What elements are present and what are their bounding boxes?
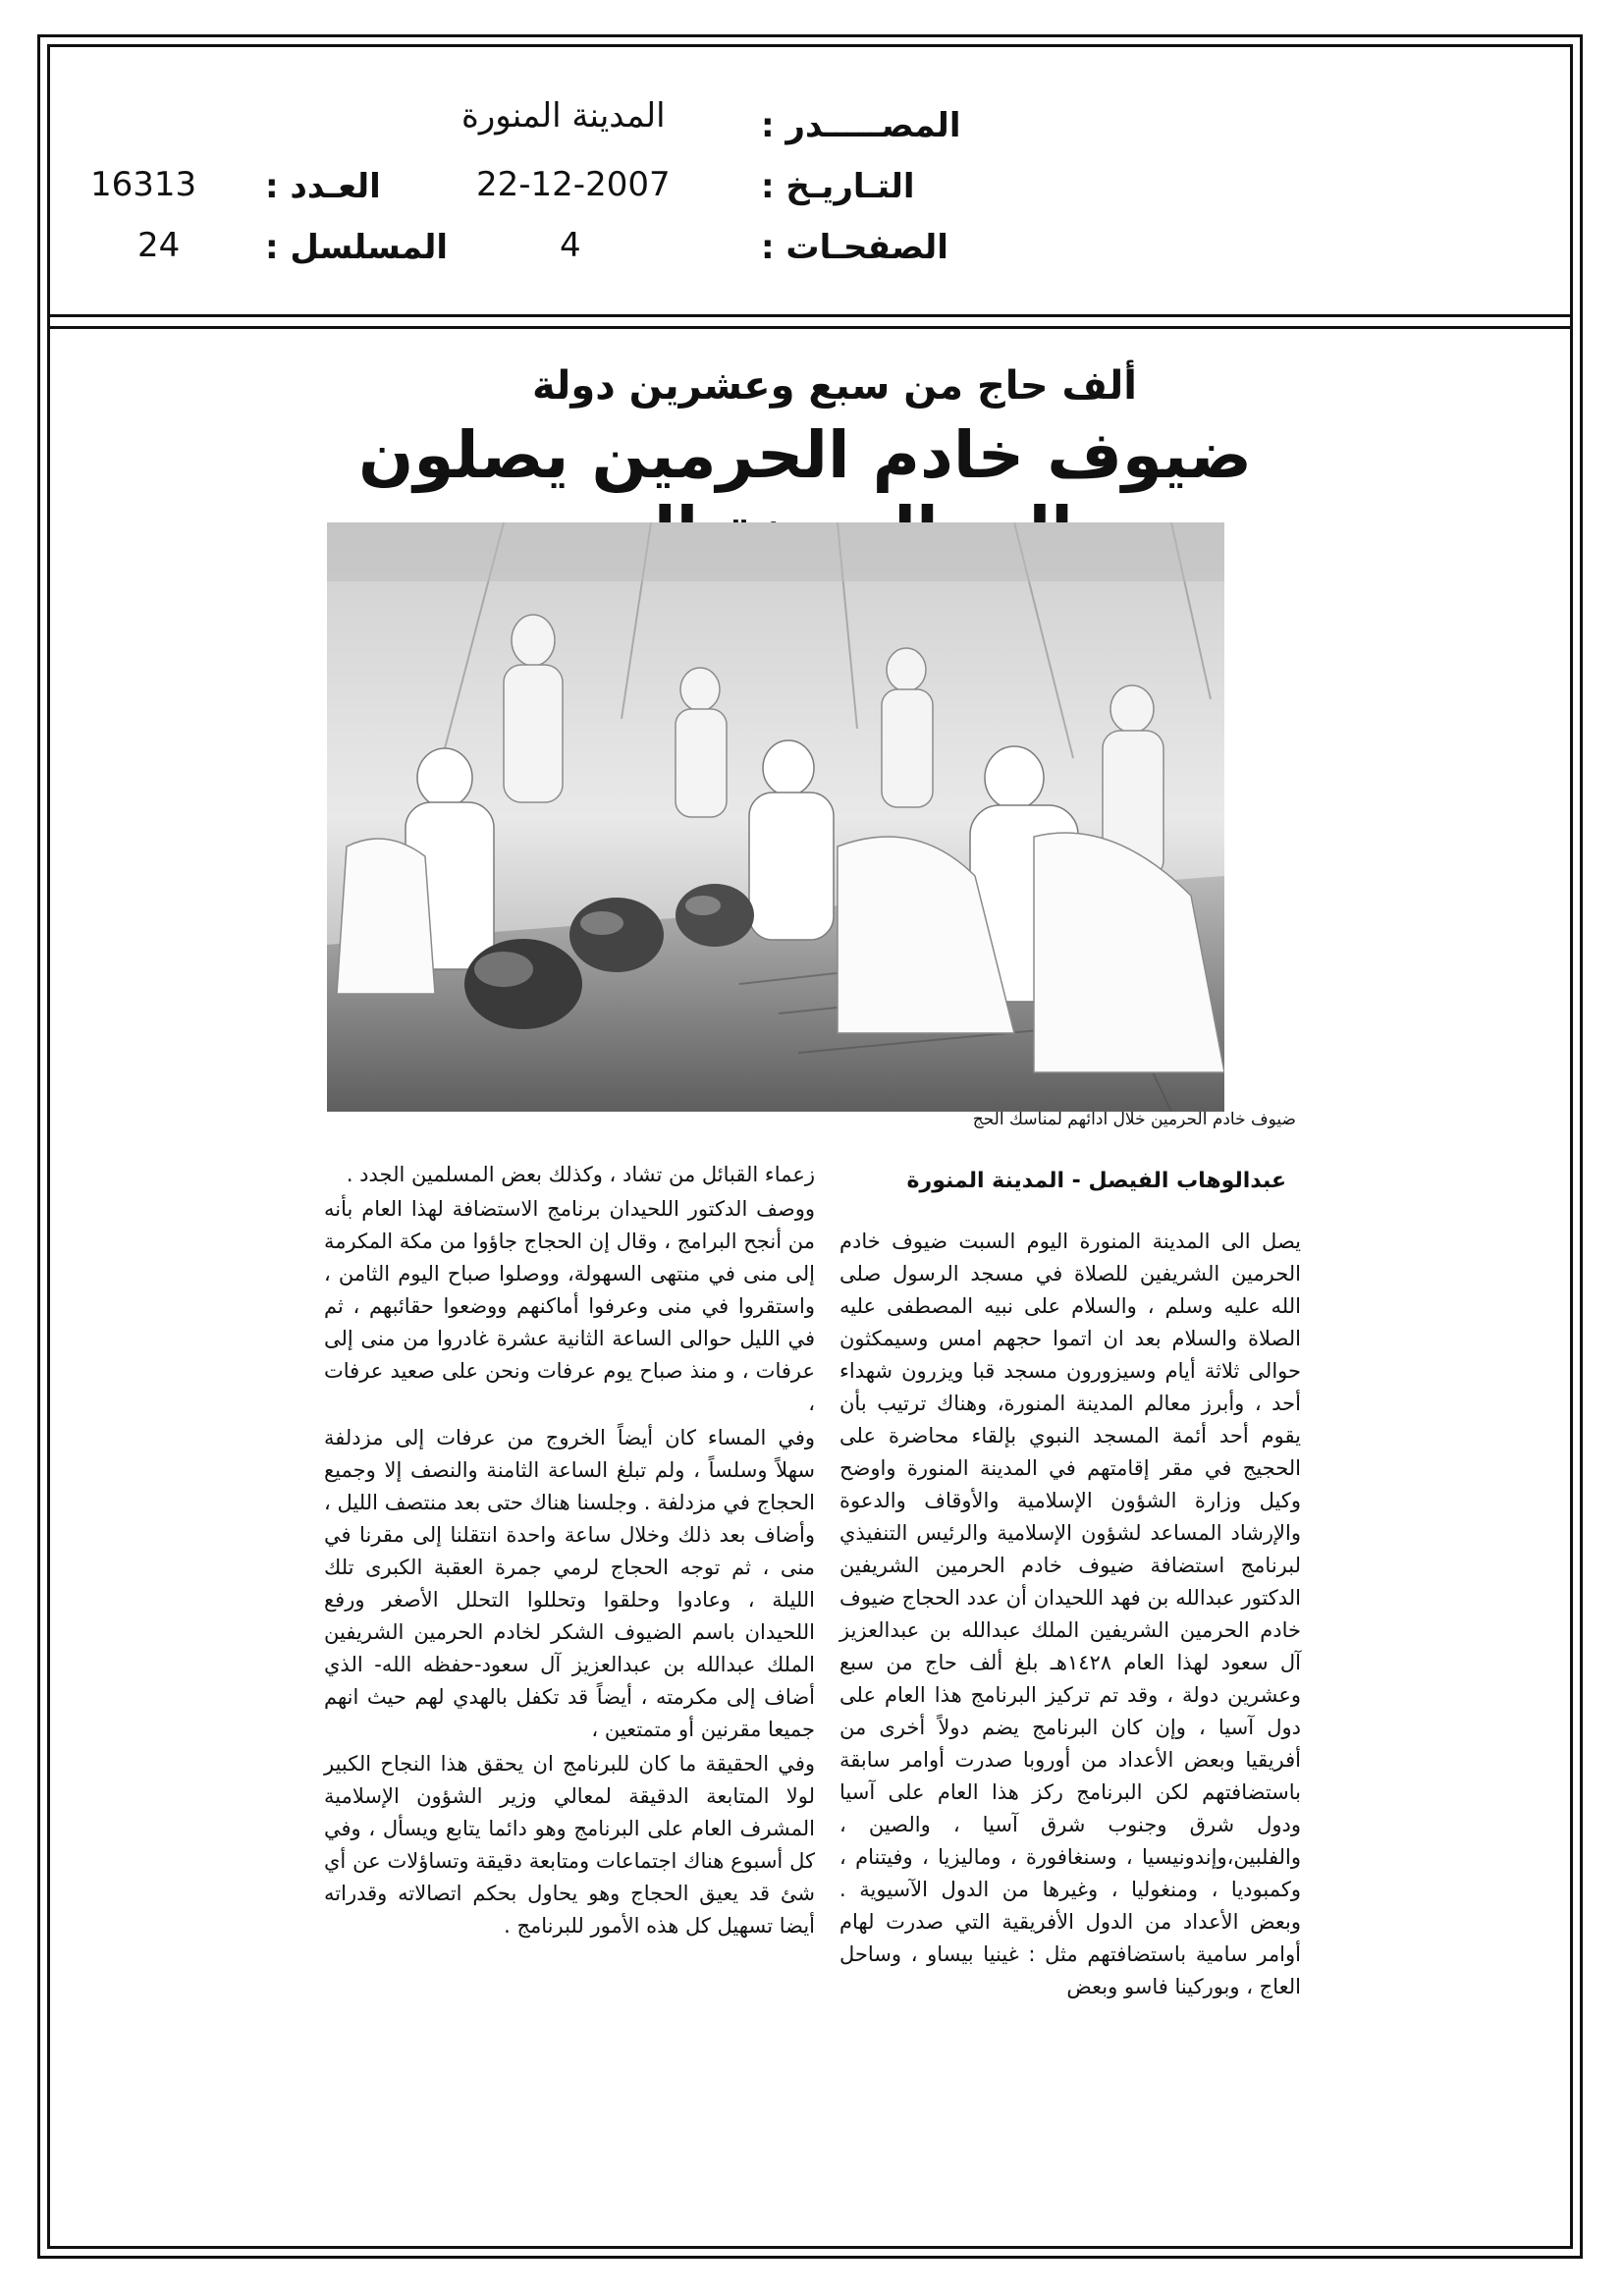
article-headline: ضيوف خادم الحرمين يصلون bbox=[358, 417, 1252, 493]
pages-label: الصفحـات : bbox=[761, 228, 948, 267]
article-byline: عبدالوهاب الفيصل - المدينة المنورة bbox=[906, 1169, 1286, 1193]
pilgrims-photo-illustration bbox=[327, 522, 1224, 1112]
header-divider bbox=[47, 314, 1573, 317]
serial-value: 24 bbox=[137, 226, 181, 265]
serial-label: المسلسل : bbox=[265, 228, 449, 267]
paragraph: وفي الحقيقة ما كان للبرنامج ان يحقق هذا النجاح الكبير لولا المتابعة الدقيقة لمعالي وزير الشؤون الإسلامية المشرف العام على البرنامج وهو دائما يتابع ويسأل ، وفي كل أسبوع هناك اجتماعات ومتابعة دقيقة وتساؤلات عن أي شئ قد يعيق الحجاج وهو يحاول بحكم اتصالاته وقدراته أيضا تسهيل كل هذه الأمور للبرنامج . bbox=[324, 1752, 815, 1938]
paragraph: يصل الى المدينة المنورة اليوم السبت ضيوف خادم الحرمين الشريفين للصلاة في مسجد الرسول صلى الله عليه وسلم ، والسلام على نبيه المصطفى عليه الصلاة والسلام بعد ان اتموا حجهم امس وسيمكثون حوالى ثلاثة أيام وسيزورون مسجد قبا ويزرون شهداء أحد ، وأبرز معالم المدينة المنورة، وهناك ترتيب بأن يقوم أحد أئمة المسجد النبوي بإلقاء محاضرة على الحجيج في مقر إقامتهم في المدينة المنورة واوضح وكيل وزارة الشؤون الإسلامية والأوقاف والدعوة والإرشاد المساعد لشؤون الإسلامية والرئيس التنفيذي لبرنامج استضافة ضيوف خادم الحرمين الشريفين الدكتور عبدالله بن فهد اللحيدان أن عدد الحجاج ضيوف خادم الحرمين الشريفين الملك عبدالله بن عبدالعزيز آل سعود لهذا العام ١٤٢٨هـ بلغ ألف حاج من سبع وعشرين دولة ، وقد تم تركيز البرنامج هذا العام على دول آسيا ، وإن كان البرنامج يضم دولاً أخرى من أفريقيا وبعض الأعداد من أوروبا صدرت أوامر سابقة باستضافتهم لكن البرنامج ركز هذا العام على آسيا ودول شرق وجنوب شرق آسيا ، والصين ، والفلبين،وإندونيسيا ، وسنغافورة ، وماليزيا ، وفيتنام ، وكمبوديا ، ومنغوليا ، وغيرها من الدول الآسيوية . وبعض الأعداد من الدول الأفريقية التي صدرت لهام أوامر سامية باستضافتهم مثل : غينيا بيساو ، وساحل العاج ، وبوركينا فاسو وبعض bbox=[839, 1230, 1301, 1998]
source-value: المدينة المنورة bbox=[461, 96, 666, 136]
issue-value: 16313 bbox=[90, 165, 197, 204]
date-label: التـاريـخ : bbox=[761, 167, 915, 206]
article-column-right bbox=[839, 1226, 1301, 2005]
paragraph: زعماء القبائل من تشاد ، وكذلك بعض المسلمين الجدد . bbox=[346, 1163, 815, 1186]
paragraph: ووصف الدكتور اللحيدان برنامج الاستضافة لهذا العام بأنه من أنجح البرامج ، وقال إن الحجاج جاؤوا من مكة المكرمة إلى منى في منتهى السهولة، ووصلوا صباح اليوم الثامن ، واستقروا في منى وعرفوا أماكنهم ووضعوا حقائبهم ، ثم في الليل حوالى الساعة الثانية عشرة غادروا من منى إلى عرفات ، و منذ صباح يوم عرفات ونحن على صعيد عرفات ، bbox=[324, 1197, 815, 1415]
paragraph: وفي المساء كان أيضاً الخروج من عرفات إلى مزدلفة سهلاً وسلساً ، ولم تبلغ الساعة الثامنة والنصف إلا وجميع الحجاج في مزدلفة . وجلسنا هناك حتى بعد منتصف الليل ، وأضاف بعد ذلك وخلال ساعة واحدة انتقلنا إلى مقرنا في منى ، ثم توجه الحجاج لرمي جمرة العقبة الكبرى تلك الليلة ، وعادوا وحلقوا وتحللوا التحلل الأصغر ورفع اللحيدان باسم الضيوف الشكر لخادم الحرمين الشريفين الملك عبدالله بن عبدالعزيز آل سعود-حفظه الله- الذي أضاف إلى مكرمته ، أيضاً قد تكفل بالهدي لهم حيث انهم جميعا مقرنين أو متمتعين ، bbox=[324, 1426, 815, 1741]
source-label: المصـــــدر : bbox=[761, 106, 961, 145]
article-subheadline: ألف حاج من سبع وعشرين دولة bbox=[532, 363, 1137, 409]
article-column-left bbox=[324, 1159, 815, 1944]
article-photo bbox=[327, 522, 1224, 1112]
pages-value: 4 bbox=[560, 226, 581, 265]
header-divider-secondary bbox=[47, 326, 1573, 329]
issue-label: العـدد : bbox=[265, 167, 381, 206]
date-value: 22-12-2007 bbox=[476, 165, 671, 204]
photo-caption: ضيوف خادم الحرمين خلال ادائهم لمناسك الحج bbox=[972, 1110, 1296, 1129]
